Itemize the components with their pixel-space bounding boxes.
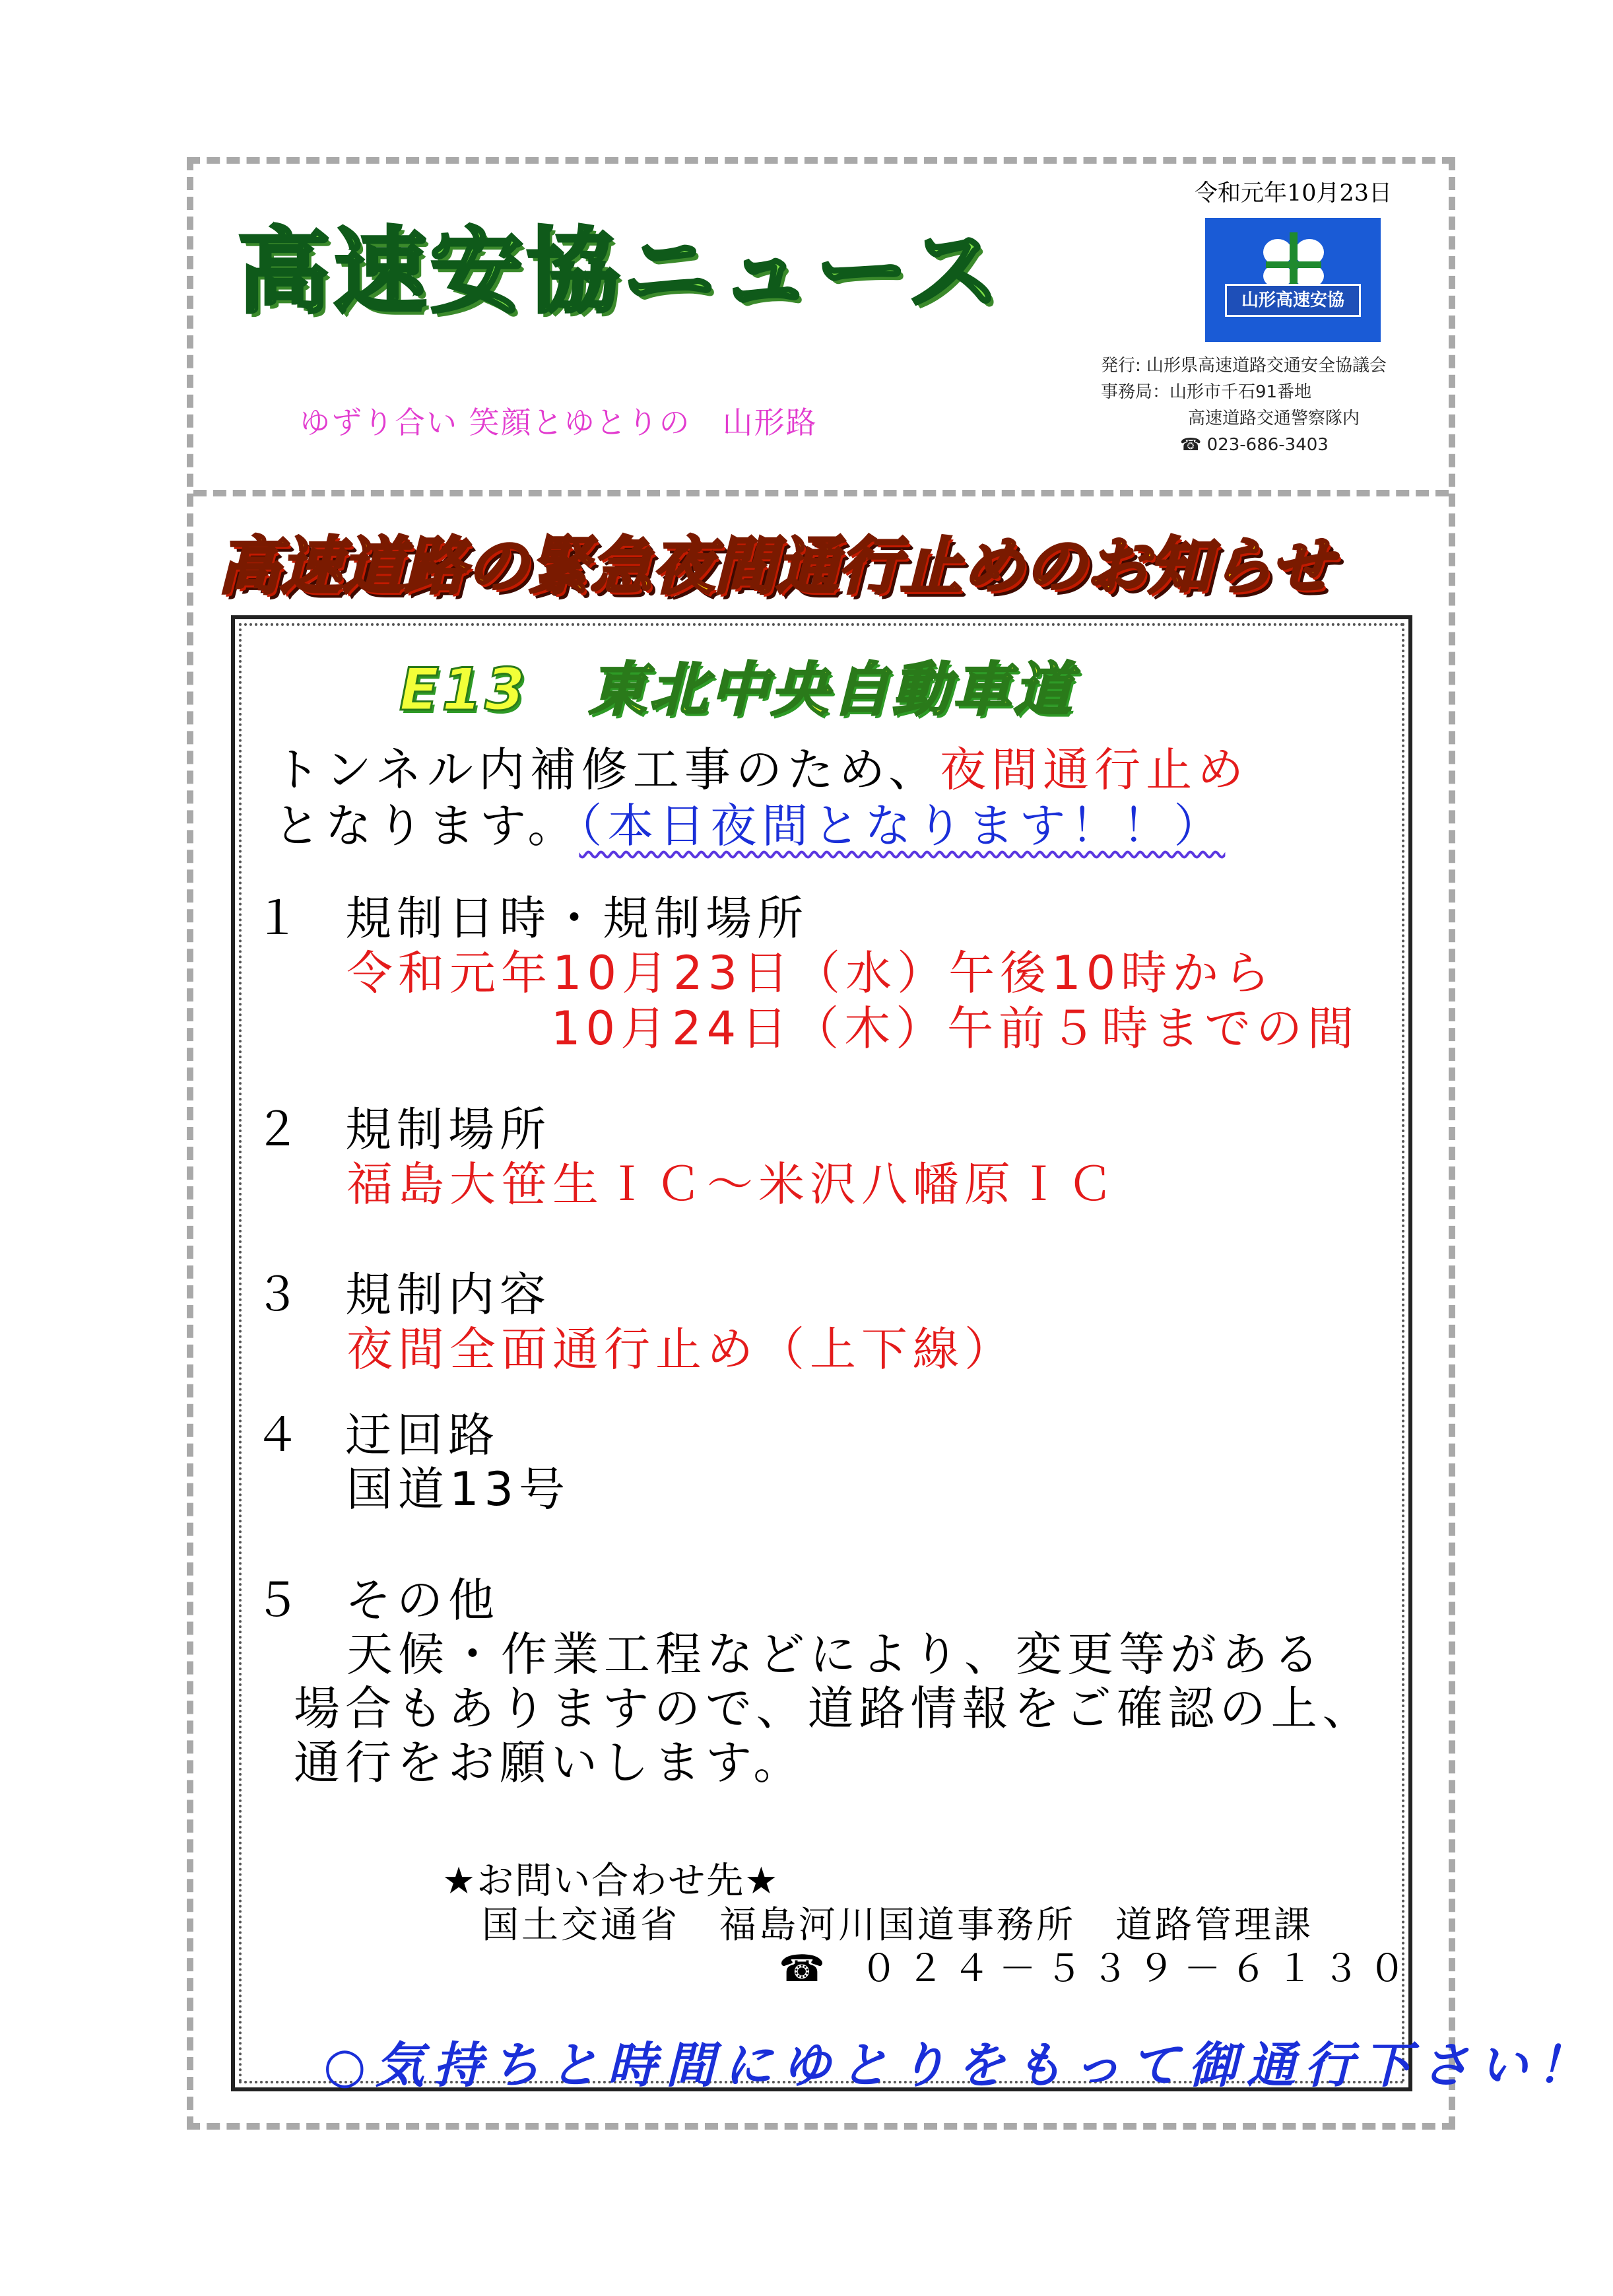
- contact-heading: ★お問い合わせ先★: [442, 1860, 779, 1903]
- intro-alert: 夜間通行止め: [940, 743, 1249, 797]
- publisher-phone-number: 023-686-3403: [1206, 435, 1329, 455]
- contact-office: 国土交通省 福島河川国道事務所 道路管理課: [482, 1904, 1313, 1947]
- section-1-line-2: 10月24日（木）午前５時までの間: [551, 1001, 1360, 1056]
- publisher-phone: [1101, 432, 1387, 458]
- motto: ゆずり合い 笑顔とゆとりの 山形路: [300, 405, 818, 440]
- section-number: １: [254, 891, 306, 945]
- section-3-line-1: 夜間全面通行止め（上下線）: [346, 1322, 1016, 1376]
- contact-phone: [779, 1940, 1415, 1992]
- section-5-line-3: 通行をお願いします。: [294, 1736, 805, 1790]
- notice-banner: 高速道路の緊急夜間通行止めのお知らせ: [218, 531, 1333, 603]
- section-title: 規制日時・規制場所: [345, 891, 808, 945]
- header-divider: [193, 490, 1449, 496]
- contact-phone-number: ０２４－５３９－６１３０: [860, 1947, 1415, 1990]
- section-title: 迂回路: [345, 1408, 500, 1462]
- section-5-line-2: 場合もありますので、道路情報をご確認の上、: [294, 1681, 1374, 1736]
- closing-message: ○気持ちと時間にゆとりをもって御通行下さい！: [323, 2037, 1595, 2094]
- issue-date: 令和元年10月23日: [1195, 180, 1393, 207]
- section-2-line-1: 福島大笹生ＩＣ～米沢八幡原ＩＣ: [346, 1157, 1119, 1211]
- office-line: 事務局：山形市千石91番地: [1101, 382, 1312, 402]
- masthead-title: 高速安協ニュース: [238, 219, 1004, 326]
- logo-text: 山形高速安協: [1225, 284, 1361, 317]
- association-logo: [1205, 218, 1381, 342]
- intro-text: トンネル内補修工事のため、: [274, 743, 940, 797]
- intro-today-note: （本日夜間となります！！）: [579, 799, 1226, 853]
- section-number: ２: [254, 1102, 306, 1157]
- telephone-icon: ☎: [779, 1947, 834, 1990]
- telephone-icon: ☎: [1180, 435, 1202, 455]
- section-title: 規制場所: [345, 1102, 551, 1157]
- section-title: 規制内容: [345, 1267, 551, 1322]
- section-title: その他: [345, 1573, 500, 1627]
- clover-cross-icon: [1261, 232, 1327, 289]
- section-number: ５: [254, 1573, 306, 1627]
- intro-line-2: [274, 789, 1225, 856]
- section-4-line-1: 国道13号: [346, 1462, 571, 1516]
- road-title: E13 東北中央自動車道: [399, 656, 1074, 724]
- section-number: ４: [254, 1408, 306, 1462]
- office-line-2: 高速道路交通警察隊内: [1188, 409, 1360, 428]
- publisher-info: [1101, 353, 1387, 458]
- section-5-line-1: 天候・作業工程などにより、変更等がある: [346, 1627, 1325, 1681]
- section-number: ３: [254, 1267, 306, 1322]
- publisher-line: 発行: 山形県高速道路交通安全協議会: [1101, 356, 1387, 376]
- section-1-line-1: 令和元年10月23日（水）午後10時から: [346, 946, 1276, 1000]
- intro-text-2: となります。: [274, 799, 579, 853]
